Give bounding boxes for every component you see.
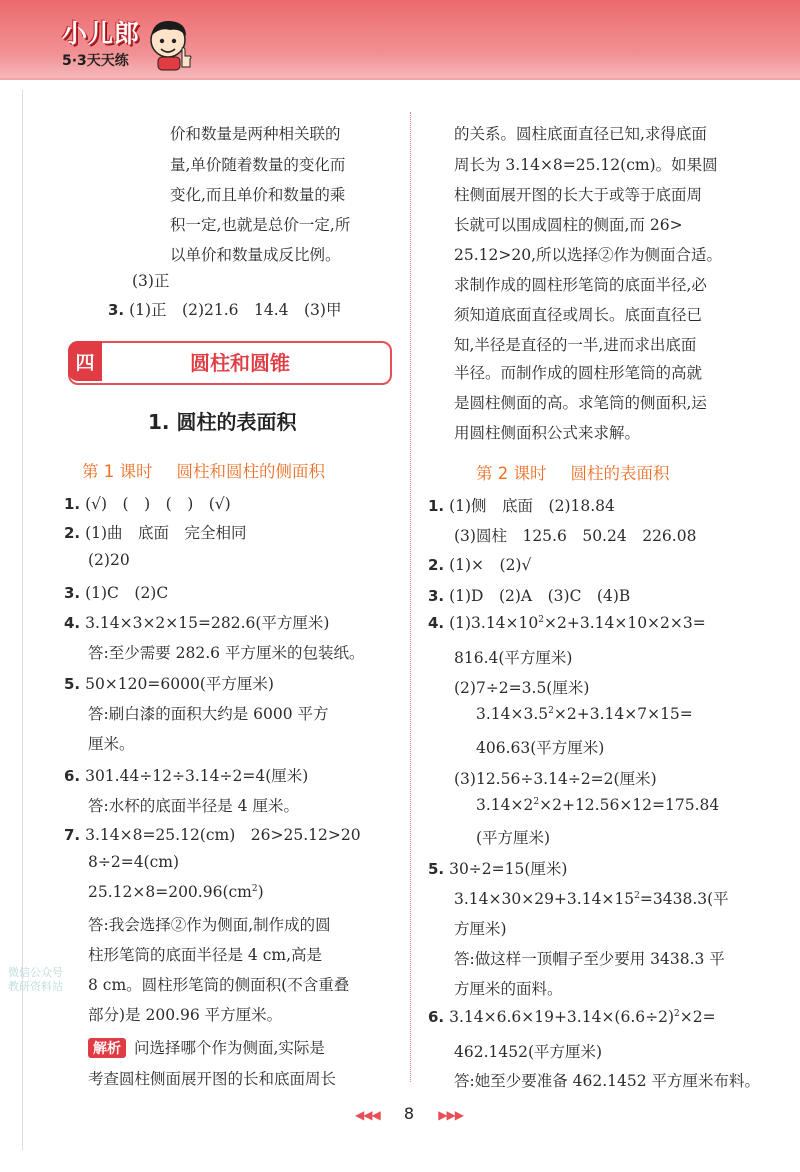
answer-line: (3)正 bbox=[132, 272, 170, 290]
answer-line: 部分)是 200.96 平方厘米。 bbox=[88, 1006, 283, 1024]
text-line: 长就可以围成圆柱的侧面,而 26> bbox=[454, 216, 683, 234]
exponent: 2 bbox=[533, 796, 540, 807]
question-3b bbox=[64, 581, 168, 603]
answer-line: 答:她至少要准备 462.1452 平方厘米布料。 bbox=[454, 1072, 761, 1090]
answer-line bbox=[88, 883, 264, 901]
answer-text: 3.14×8=25.12(cm) 26>25.12>20 bbox=[85, 826, 361, 844]
answer-line: (平方厘米) bbox=[476, 829, 551, 847]
question-3 bbox=[428, 584, 630, 606]
text-line: 变化,而且单价和数量的乘 bbox=[170, 186, 346, 204]
next-page-arrows-icon[interactable]: ▶▶▶ bbox=[438, 1108, 463, 1122]
question-number: 3. bbox=[428, 587, 445, 605]
answer-line bbox=[476, 796, 719, 814]
question-number: 4. bbox=[64, 614, 81, 632]
question-7 bbox=[64, 823, 361, 845]
lesson-title: 圆柱的表面积 bbox=[570, 464, 670, 483]
text-line: 周长为 3.14×8=25.12(cm)。如果圆 bbox=[454, 156, 718, 174]
formula-part: ×2+12.56×12=175.84 bbox=[539, 796, 720, 814]
analysis-line bbox=[88, 1036, 325, 1058]
question-6 bbox=[428, 1008, 716, 1026]
question-2 bbox=[64, 521, 247, 543]
answer-text: (1)C (2)C bbox=[85, 584, 169, 602]
logo-subtitle: 5·3天天练 bbox=[62, 53, 129, 69]
answer-line: 8÷2=4(cm) bbox=[88, 853, 180, 871]
answer-text: (1)正 (2)21.6 14.4 (3)甲 bbox=[129, 301, 342, 319]
exponent: 2 bbox=[634, 890, 640, 901]
question-number: 3. bbox=[108, 301, 125, 319]
page-number: 8 bbox=[403, 1104, 415, 1123]
watermark bbox=[8, 966, 63, 994]
answer-line: 答:做这样一顶帽子至少要用 3438.3 平 bbox=[454, 950, 725, 968]
exponent: 2 bbox=[251, 883, 258, 894]
answer-line: (3)12.56÷3.14÷2=2(厘米) bbox=[454, 770, 657, 788]
formula-part: 3.14×30×29+3.14×15 bbox=[454, 890, 635, 908]
answer-line: 462.1452(平方厘米) bbox=[454, 1043, 603, 1061]
previous-page-arrows-icon[interactable]: ◀◀◀ bbox=[355, 1108, 380, 1122]
analysis-label: 解析 bbox=[88, 1038, 126, 1058]
text-line: 量,单价随着数量的变化而 bbox=[170, 156, 346, 174]
right-column bbox=[410, 0, 800, 1172]
question-2 bbox=[428, 553, 531, 575]
formula-part: 3.14×6.6×19+3.14×(6.6÷2) bbox=[449, 1008, 675, 1026]
question-number: 5. bbox=[64, 675, 81, 693]
answer-text: 3.14×3×2×15=282.6(平方厘米) bbox=[85, 614, 330, 632]
answer-line bbox=[476, 705, 693, 723]
text-line: 的关系。圆柱底面直径已知,求得底面 bbox=[454, 125, 707, 143]
formula-part: (1)3.14×10 bbox=[449, 614, 539, 632]
question-number: 1. bbox=[428, 497, 445, 515]
formula-part: 3.14×3.5 bbox=[476, 705, 549, 723]
question-number: 5. bbox=[428, 860, 445, 878]
chapter-number: 四 bbox=[68, 341, 102, 381]
question-4 bbox=[428, 614, 706, 632]
exponent: 2 bbox=[538, 614, 544, 625]
formula-part: 3.14×2 bbox=[476, 796, 534, 814]
question-4 bbox=[64, 611, 329, 633]
question-number: 6. bbox=[428, 1008, 445, 1026]
question-5 bbox=[428, 857, 567, 879]
answer-line: 406.63(平方厘米) bbox=[476, 739, 605, 757]
lesson-title: 圆柱和圆柱的侧面积 bbox=[176, 462, 325, 481]
question-number: 4. bbox=[428, 614, 445, 632]
text-line: 求制作成的圆柱形笔筒的底面半径,必 bbox=[454, 276, 707, 294]
text-line: 价和数量是两种相关联的 bbox=[170, 125, 341, 143]
answer-text: 301.44÷12÷3.14÷2=4(厘米) bbox=[85, 767, 309, 785]
answer-line: (2)7÷2=3.5(厘米) bbox=[454, 679, 590, 697]
question-3 bbox=[108, 298, 341, 320]
lesson-heading bbox=[82, 458, 325, 482]
chapter-title: 圆柱和圆锥 bbox=[190, 351, 290, 375]
answer-line: 厘米。 bbox=[88, 735, 135, 753]
lesson-number: 第 1 课时 bbox=[82, 462, 153, 481]
question-number: 2. bbox=[428, 556, 445, 574]
answer-line: 答:水杯的底面半径是 4 厘米。 bbox=[88, 797, 299, 815]
exponent: 2 bbox=[674, 1008, 680, 1019]
text-line: 柱侧面展开图的长大于或等于底面周 bbox=[454, 186, 703, 204]
question-1 bbox=[428, 494, 615, 516]
answer-line: 816.4(平方厘米) bbox=[454, 649, 573, 667]
answer-line bbox=[454, 887, 729, 909]
question-1 bbox=[64, 492, 231, 514]
answer-line: 方厘米) bbox=[454, 920, 507, 938]
answer-line: 答:刷白漆的面积大约是 6000 平方 bbox=[88, 705, 329, 723]
answer-text: (1)× (2)√ bbox=[449, 556, 532, 574]
answer-text: 30÷2=15(厘米) bbox=[449, 860, 568, 878]
formula-part: 25.12×8=200.96(cm bbox=[88, 883, 252, 901]
watermark-line: 微信公众号 bbox=[8, 966, 63, 979]
lesson-heading bbox=[476, 460, 670, 484]
answer-line: 答:我会选择②作为侧面,制作成的圆 bbox=[88, 916, 331, 934]
answer-text: (1)侧 底面 (2)18.84 bbox=[449, 497, 615, 515]
text-line: 用圆柱侧面积公式来求解。 bbox=[454, 424, 641, 442]
answer-line: 柱形笔筒的底面半径是 4 cm,高是 bbox=[88, 946, 323, 964]
exponent: 2 bbox=[548, 705, 554, 716]
question-number: 7. bbox=[64, 826, 81, 844]
text-line: 25.12>20,所以选择②作为侧面合适。 bbox=[454, 246, 723, 264]
formula-part: ×2+3.14×7×15= bbox=[553, 705, 693, 723]
answer-line: (3)圆柱 125.6 50.24 226.08 bbox=[454, 527, 697, 545]
text-line: 以单价和数量成反比例。 bbox=[170, 246, 341, 264]
section-title: 1. 圆柱的表面积 bbox=[148, 410, 297, 434]
page-navigation bbox=[355, 1104, 463, 1123]
answer-text: (1)D (2)A (3)C (4)B bbox=[449, 587, 631, 605]
text-line: 是圆柱侧面的高。求笔筒的侧面积,运 bbox=[454, 394, 707, 412]
answer-line: 8 cm。圆柱形笔筒的侧面积(不含重叠 bbox=[88, 976, 350, 994]
formula-part: ) bbox=[257, 883, 264, 901]
question-number: 6. bbox=[64, 767, 81, 785]
question-number: 1. bbox=[64, 495, 81, 513]
text-line: 知,半径是直径的一半,进而求出底面 bbox=[454, 336, 697, 354]
analysis-line: 考查圆柱侧面展开图的长和底面周长 bbox=[88, 1070, 337, 1088]
answer-line: 方厘米的面料。 bbox=[454, 980, 563, 998]
chapter-banner bbox=[68, 341, 392, 385]
watermark-line: 教研资料站 bbox=[8, 980, 63, 993]
answer-text: 50×120=6000(平方厘米) bbox=[85, 675, 274, 693]
text-line: 半径。而制作成的圆柱形笔筒的高就 bbox=[454, 364, 703, 382]
text-line: 积一定,也就是总价一定,所 bbox=[170, 216, 351, 234]
answer-text: (1)曲 底面 完全相同 bbox=[85, 524, 247, 542]
question-6 bbox=[64, 764, 308, 786]
analysis-text: 问选择哪个作为侧面,实际是 bbox=[134, 1039, 325, 1057]
answer-line: (2)20 bbox=[88, 551, 130, 569]
answer-line: 答:至少需要 282.6 平方厘米的包装纸。 bbox=[88, 644, 365, 662]
question-5 bbox=[64, 672, 274, 694]
logo-title: 小儿郎 bbox=[62, 19, 141, 48]
question-number: 2. bbox=[64, 524, 81, 542]
formula-part: ×2+3.14×10×2×3= bbox=[544, 614, 706, 632]
answer-text: (√) ( ) ( ) (√) bbox=[85, 495, 231, 513]
formula-part: ×2= bbox=[679, 1008, 716, 1026]
question-number: 3. bbox=[64, 584, 81, 602]
formula-part: =3438.3(平 bbox=[639, 890, 729, 908]
text-line: 须知道底面直径或周长。底面直径已 bbox=[454, 306, 703, 324]
lesson-number: 第 2 课时 bbox=[476, 464, 547, 483]
